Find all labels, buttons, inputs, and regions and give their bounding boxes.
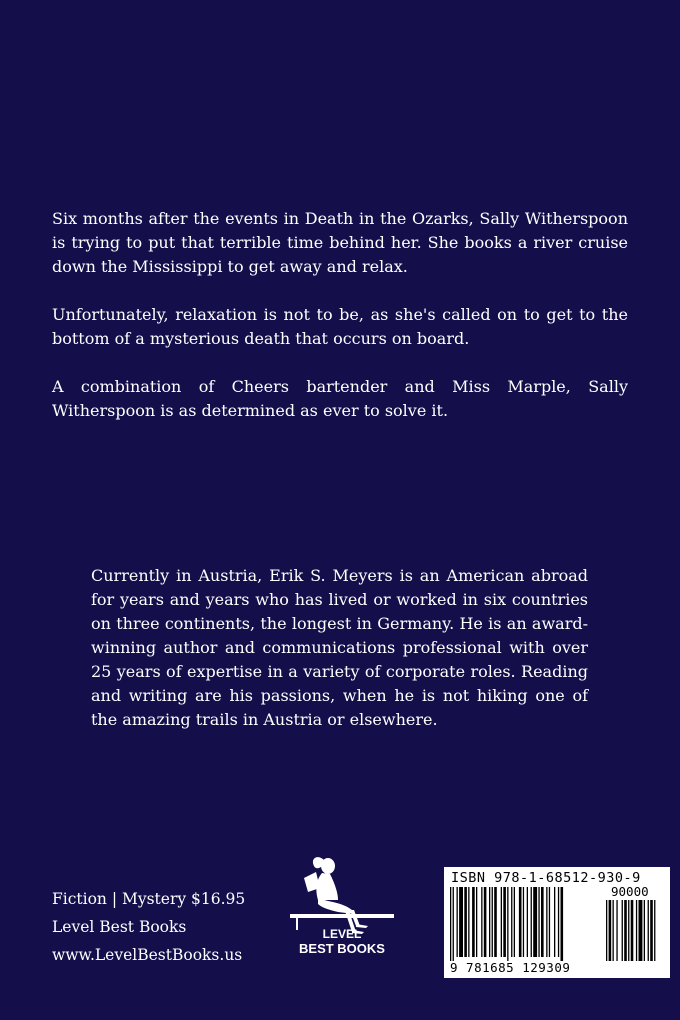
blurb-paragraph-2: Unfortunately, relaxation is not to be, as she's called on to get to the bottom of a mysterious death that occurs on board. [52, 305, 628, 348]
barcode-bar [453, 887, 454, 961]
addon-bar [648, 900, 649, 961]
barcode-bar [476, 887, 477, 957]
barcode-bar [541, 887, 544, 957]
addon-bar [622, 900, 623, 961]
barcode-bar [523, 887, 524, 957]
barcode-bar [527, 887, 528, 957]
addon-bar [613, 900, 614, 961]
book-blurb [52, 207, 628, 447]
addon-bar [606, 900, 607, 961]
barcode-bar [457, 887, 458, 957]
barcode-bar [519, 887, 522, 957]
barcode-bar [450, 887, 451, 961]
barcode-bar [494, 887, 497, 957]
publisher-name: Level Best Books [52, 918, 187, 936]
addon-bar [636, 900, 637, 961]
addon-bar [609, 900, 612, 961]
addon-digits: 90000 [611, 884, 649, 899]
barcode-bar [503, 887, 506, 957]
barcode-bar [549, 887, 550, 957]
barcode-bar [484, 887, 487, 957]
author-bio-text: Currently in Austria, Erik S. Meyers is an American abroad for years and years who has lived or worked in six countries on three continents, the longest in Germany. He is an award-winning author and communications professional with over 25 years of expertise in a variety of corporate roles. Reading and writing are his passions, when he is not hiking one of the amazing trails in Austria or elsewhere. [91, 566, 588, 729]
addon-bar [616, 900, 617, 961]
blurb-paragraph-3: A combination of Cheers bartender and Miss Marple, Sally Witherspoon is as determined as ever to solve it. [52, 377, 628, 420]
barcode-bar [501, 887, 502, 957]
isbn-barcode [444, 867, 670, 978]
publisher-website[interactable]: www.LevelBestBooks.us [52, 946, 243, 964]
barcode-bar [507, 887, 508, 961]
barcode-bar [514, 887, 515, 957]
addon-bar [631, 900, 634, 961]
barcode-bar [459, 887, 463, 957]
barcode-bar [561, 887, 564, 961]
barcode-bar [531, 887, 532, 957]
barcode-bar [464, 887, 467, 957]
barcode-bar [554, 887, 555, 957]
barcode-bar [468, 887, 469, 957]
author-bio [91, 564, 588, 732]
addon-bar [654, 900, 655, 961]
isbn-label: ISBN 978-1-68512-930-9 [451, 870, 641, 886]
barcode-bar [538, 887, 539, 957]
addon-bar [624, 900, 627, 961]
level-best-books-logo [282, 852, 402, 962]
publisher-info [52, 885, 282, 969]
barcode-bar [511, 887, 512, 957]
barcode-bar [481, 887, 482, 957]
barcode-bar [533, 887, 537, 957]
logo-line-2: BEST BOOKS [299, 941, 385, 956]
barcode-bar [492, 887, 493, 957]
ean-digits: 9 781685 129309 [450, 960, 571, 975]
addon-bar [650, 900, 653, 961]
addon-bar [639, 900, 643, 961]
barcode-bar [558, 887, 559, 957]
barcode-bar [546, 887, 547, 957]
genre-price: Fiction | Mystery $16.95 [52, 890, 246, 908]
blurb-paragraph-1: Six months after the events in Death in the Ozarks, Sally Witherspoon is trying to put that terrible time behind her. She books a river cruise down the Mississippi to get away and relax. [52, 209, 628, 276]
addon-bar [628, 900, 629, 961]
barcode-bar [472, 887, 475, 957]
barcode-bar [489, 887, 490, 957]
logo-line-1: LEVEL [322, 927, 362, 941]
addon-bar [644, 900, 645, 961]
